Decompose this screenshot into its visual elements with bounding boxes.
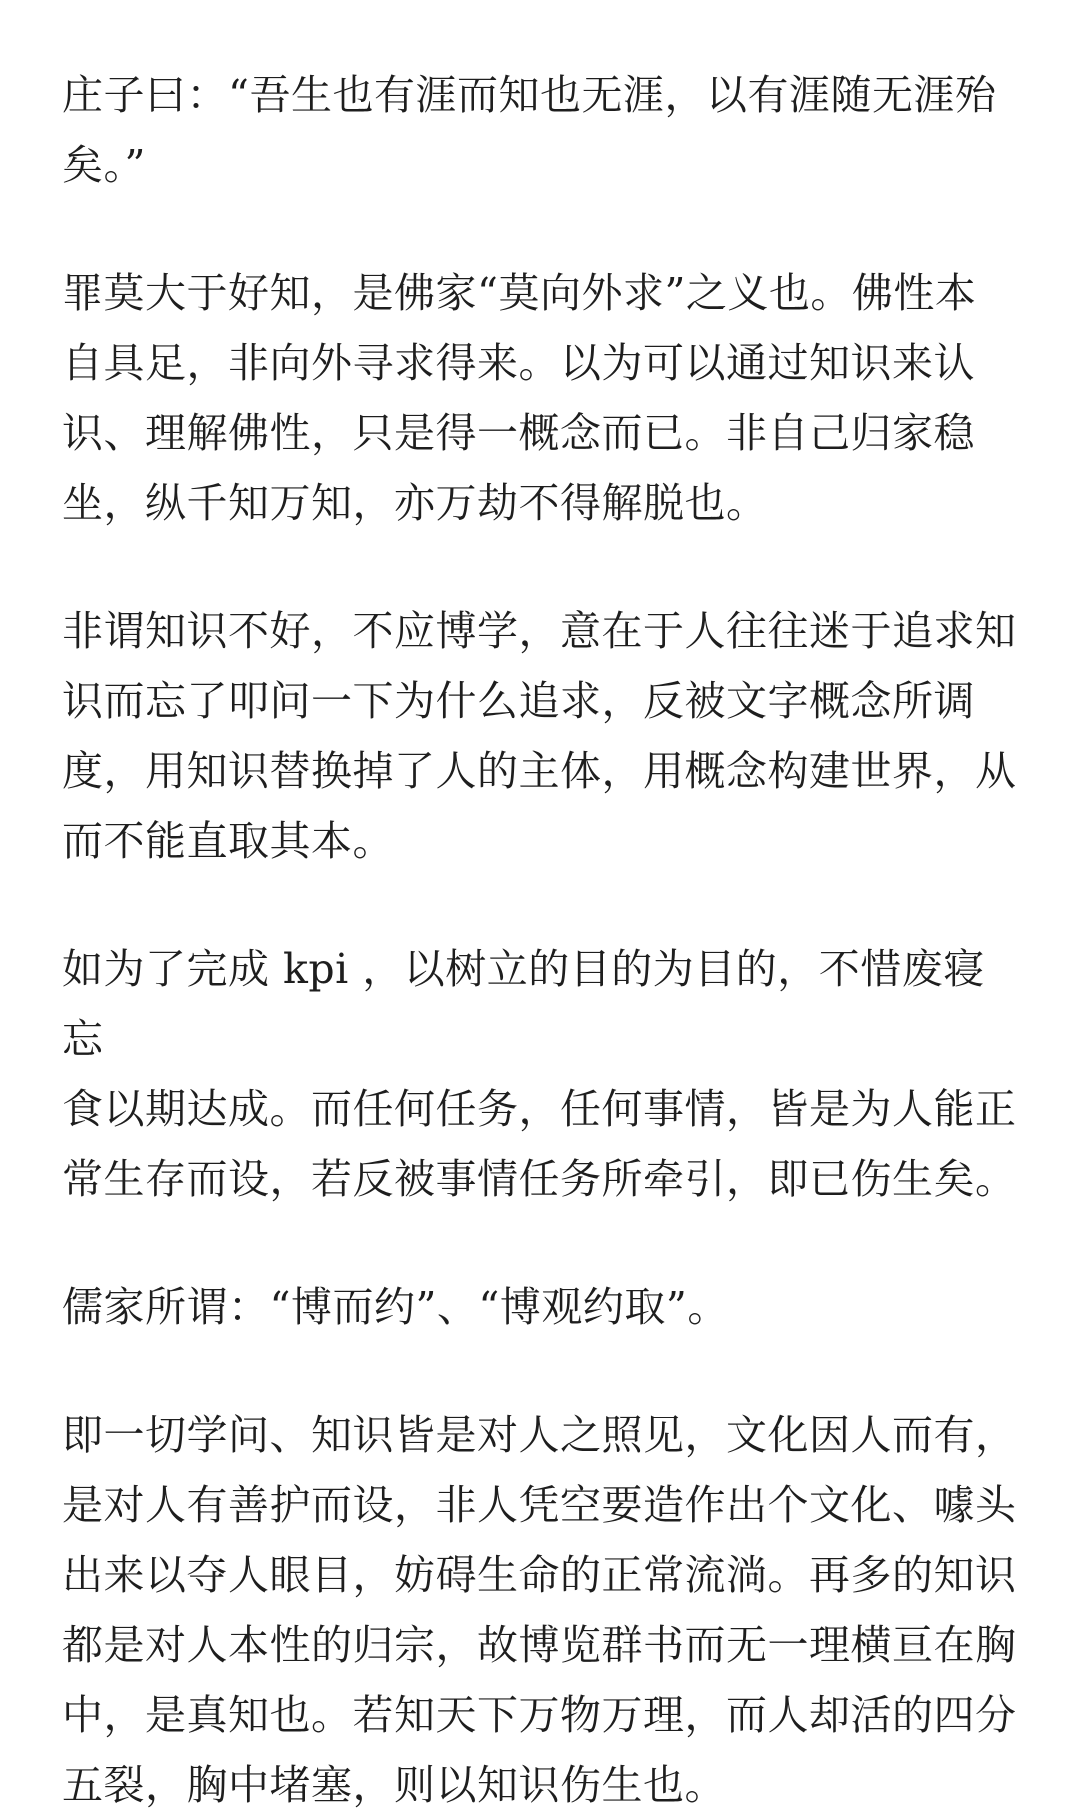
paragraph-kpi-example: 如为了完成 kpi ，以树立的目的为目的，不惜废寝忘 食以期达成。而任何任务，任何事情，皆是为人能正 常生存而设，若反被事情任务所牵引，即已伤生矣。 bbox=[62, 945, 1017, 1203]
paragraph-confucian-saying: 儒家所谓：“博而约”、“博观约取”。 bbox=[62, 1283, 729, 1331]
paragraph-conclusion: 即一切学问、知识皆是对人之照见，文化因人而有， 是对人有善护而设，非人凭空要造作出个文化、噱头 出来以夺人眼目，妨碍生命的正常流淌。再多的知识 都是对人本性的归宗，故博览群书而无一理横亘在胸 中，是真知也。若知天下万物万理，而人却活的四分 五裂，胸中堵塞，则以知识伤生也。 bbox=[62, 1411, 1017, 1809]
article-body bbox=[62, 60, 1022, 1820]
paragraph-zhuangzi-quote: 庄子曰：“吾生也有涯而知也无涯，以有涯随无涯殆 矣。” bbox=[62, 71, 997, 189]
paragraph-buddhist-view: 罪莫大于好知，是佛家“莫向外求”之义也。佛性本 自具足，非向外寻求得来。以为可以通过知识来认 识、理解佛性，只是得一概念而已。非自己归家稳 坐，纵千知万知，亦万劫不得解脱也。 bbox=[62, 269, 977, 527]
paragraph-knowledge-pursuit: 非谓知识不好，不应博学，意在于人往往迷于追求知 识而忘了叩问一下为什么追求，反被文字概念所调 度，用知识替换掉了人的主体，用概念构建世界，从 而不能直取其本。 bbox=[62, 607, 1017, 865]
